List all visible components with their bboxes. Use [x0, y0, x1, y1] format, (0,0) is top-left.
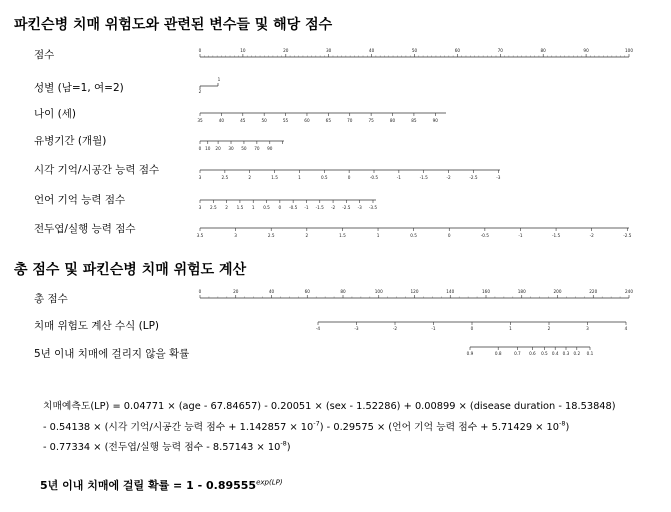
frontal-tick-label: -2 — [589, 233, 594, 238]
language-tick-label: -1.5 — [315, 205, 324, 210]
points-tick-label: 20 — [283, 48, 289, 53]
frontal-tick-label: -1 — [518, 233, 523, 238]
formula-line-2-exp2: -8 — [559, 419, 566, 428]
age-tick-label: 80 — [389, 118, 396, 123]
formula-line-2-c: ) — [565, 422, 570, 433]
visual-tick-label: 2.5 — [221, 175, 229, 180]
duration-row-label: 유병기간 (개월) — [34, 135, 107, 147]
probability-formula-exponent: exp(LP) — [256, 478, 283, 487]
age-tick-label: 90 — [432, 118, 438, 123]
lp-tick-label: -3 — [354, 326, 359, 331]
visual-tick-label: -3 — [496, 175, 501, 180]
formula-line-3-a: - 0.77334 × (전두엽/실행 능력 점수 - 8.57143 × 10 — [43, 442, 281, 453]
prob-tick-label: 0.8 — [494, 351, 502, 356]
lp-tick-label: 4 — [624, 326, 628, 331]
age-tick-label: 50 — [261, 118, 267, 123]
prob-tick-label: 0.1 — [586, 351, 594, 356]
prob-tick-label: 0.6 — [529, 351, 536, 356]
lp-tick-label: 0 — [470, 326, 474, 331]
sex-label-2: 2 — [198, 89, 202, 94]
lp-tick-label: -1 — [431, 326, 436, 331]
frontal-tick-label: 2.5 — [267, 233, 275, 238]
visual-tick-label: -0.5 — [369, 175, 379, 180]
lp-tick-label: -2 — [392, 326, 398, 331]
language-tick-label: -3 — [357, 205, 362, 210]
age-tick-label: 75 — [368, 118, 374, 123]
points-tick-label: 10 — [240, 48, 246, 53]
frontal-tick-label: 3.5 — [196, 233, 204, 238]
age-tick-label: 55 — [282, 118, 289, 123]
probability-formula — [40, 477, 283, 493]
language-row-label: 언어 기억 능력 점수 — [34, 194, 126, 206]
visual-tick-label: 0 — [347, 175, 351, 180]
formula-line-2-a: - 0.54138 × (시각 기억/시공간 능력 점수 + 1.142857 × 10 — [43, 422, 314, 433]
visual-tick-label: 1 — [298, 175, 301, 180]
prob-tick-label: 0.3 — [562, 351, 570, 356]
formula-line-3-exp: -8 — [280, 439, 287, 448]
language-tick-label: 0 — [278, 205, 282, 210]
formula-line-2-exp1: -7 — [313, 419, 320, 428]
frontal-tick-label: -1.5 — [551, 233, 561, 238]
visual-tick-label: -2.5 — [469, 175, 478, 180]
prob-tick-label: 0.7 — [514, 351, 521, 356]
age-tick-label: 40 — [218, 118, 225, 123]
total-tick-label: 20 — [233, 289, 239, 294]
frontal-tick-label: -2.5 — [623, 233, 632, 238]
visual-tick-label: -1 — [396, 175, 401, 180]
prob-row-label: 5년 이내 치매에 걸리지 않을 확률 — [34, 348, 190, 360]
language-tick-label: -0.5 — [289, 205, 298, 210]
language-tick-label: 2.5 — [209, 205, 217, 210]
prob-tick-label: 0.5 — [541, 351, 548, 356]
duration-tick-label: 10 — [205, 146, 211, 151]
formula-line-3-b: ) — [286, 442, 291, 453]
probability-formula-text: 5년 이내 치매에 걸릴 확률 = 1 - 0.89555 — [40, 479, 257, 492]
duration-tick-label: 20 — [215, 146, 221, 151]
age-tick-label: 60 — [304, 118, 310, 123]
total-row-label: 총 점수 — [34, 293, 68, 305]
frontal-tick-label: 0 — [447, 233, 451, 238]
frontal-tick-label: 1 — [376, 233, 380, 238]
total-tick-label: 160 — [482, 289, 490, 294]
formula-line-1-text: 치매예측도(LP) = 0.04771 × (age - 67.84657) - 0.20051 × (sex - 1.52286) + 0.00899 × (disease duration - 18.53848) — [43, 401, 616, 412]
lp-tick-label: 3 — [586, 326, 589, 331]
visual-tick-label: 2 — [248, 175, 252, 180]
points-tick-label: 0 — [198, 48, 202, 53]
sex-label-1: 1 — [217, 77, 221, 82]
duration-tick-label: 90 — [267, 146, 273, 151]
sex-row-label: 성별 (남=1, 여=2) — [34, 82, 124, 94]
points-tick-label: 50 — [411, 48, 418, 53]
frontal-tick-label: -0.5 — [480, 233, 489, 238]
total-tick-label: 60 — [304, 289, 310, 294]
language-tick-label: -2 — [330, 205, 336, 210]
total-tick-label: 100 — [374, 289, 383, 294]
lp-row-label: 치매 위험도 계산 수식 (LP) — [34, 320, 160, 332]
frontal-tick-label: 2 — [305, 233, 309, 238]
visual-row-label: 시각 기억/시공간 능력 점수 — [34, 164, 160, 176]
age-tick-label: 45 — [240, 118, 246, 123]
total-tick-label: 80 — [340, 289, 346, 294]
language-tick-label: 2 — [225, 205, 228, 210]
language-tick-label: 0.5 — [263, 205, 270, 210]
age-tick-label: 85 — [411, 118, 417, 123]
points-tick-label: 60 — [454, 48, 461, 53]
total-heading: 총 점수 및 파킨슨병 치매 위험도 계산 — [14, 262, 247, 278]
total-tick-label: 120 — [410, 289, 419, 294]
prob-tick-label: 0.9 — [466, 351, 474, 356]
total-tick-label: 140 — [446, 289, 455, 294]
formula-line-2 — [43, 419, 569, 433]
visual-tick-label: -2 — [446, 175, 451, 180]
lp-tick-label: 2 — [547, 326, 551, 331]
frontal-row-label: 전두엽/실행 능력 점수 — [34, 223, 136, 235]
visual-tick-label: 3 — [198, 175, 202, 180]
language-tick-label: 1 — [251, 205, 255, 210]
points-tick-label: 80 — [540, 48, 546, 53]
total-tick-label: 220 — [589, 289, 598, 294]
duration-tick-label: 0 — [198, 146, 202, 151]
visual-tick-label: -1.5 — [419, 175, 428, 180]
points-tick-label: 40 — [368, 48, 375, 53]
language-tick-label: -2.5 — [342, 205, 351, 210]
language-tick-label: 1.5 — [236, 205, 244, 210]
total-tick-label: 0 — [198, 289, 202, 294]
language-tick-label: -3.5 — [368, 205, 378, 210]
prob-tick-label: 0.2 — [573, 351, 581, 356]
age-tick-label: 70 — [347, 118, 353, 123]
age-tick-label: 65 — [325, 118, 332, 123]
frontal-tick-label: 3 — [234, 233, 237, 238]
frontal-tick-label: 0.5 — [410, 233, 417, 238]
prob-tick-label: 0.4 — [551, 351, 559, 356]
duration-tick-label: 70 — [254, 146, 260, 151]
visual-tick-label: 0.5 — [320, 175, 328, 180]
lp-tick-label: 1 — [509, 326, 512, 331]
age-row-label: 나이 (세) — [34, 108, 76, 120]
variables-heading: 파킨슨병 치매 위험도와 관련된 변수들 및 해당 점수 — [14, 17, 333, 33]
points-tick-label: 70 — [497, 48, 503, 53]
duration-tick-label: 30 — [228, 146, 234, 151]
visual-tick-label: 1.5 — [271, 175, 278, 180]
formula-line-3 — [43, 439, 291, 453]
total-tick-label: 200 — [553, 289, 562, 294]
frontal-tick-label: 1.5 — [339, 233, 346, 238]
total-tick-label: 40 — [268, 289, 275, 294]
formula-line-1 — [43, 398, 616, 412]
duration-tick-label: 50 — [241, 146, 247, 151]
points-tick-label: 30 — [326, 48, 332, 53]
language-tick-label: 3 — [198, 205, 202, 210]
formula-line-2-b: ) - 0.29575 × (언어 기억 능력 점수 + 5.71429 × 10 — [319, 422, 560, 433]
total-tick-label: 180 — [517, 289, 526, 294]
points-tick-label: 90 — [583, 48, 589, 53]
lp-tick-label: -4 — [315, 326, 321, 331]
points-tick-label: 100 — [625, 48, 633, 53]
points-row-label: 점수 — [34, 49, 55, 61]
language-tick-label: -1 — [304, 205, 309, 210]
age-tick-label: 35 — [197, 118, 203, 123]
total-tick-label: 240 — [625, 289, 633, 294]
